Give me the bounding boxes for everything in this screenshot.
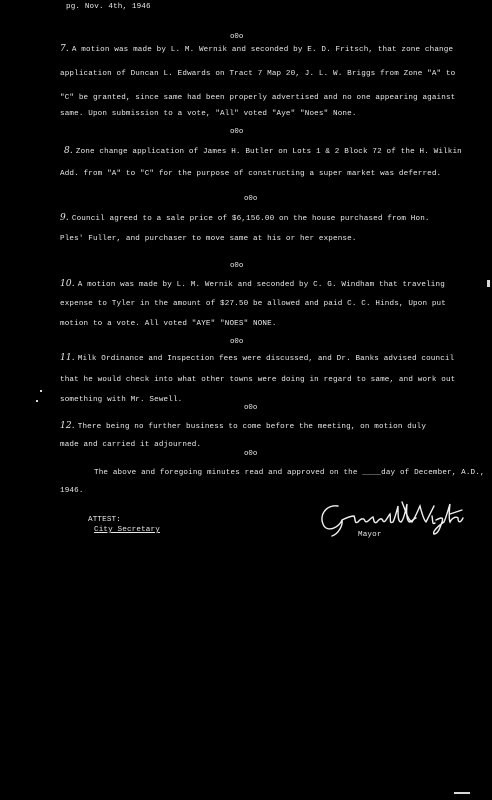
item-12-line-2: made and carried it adjourned.: [60, 441, 202, 449]
item-8-number: 8.: [64, 146, 73, 156]
item-9-line-1: [60, 214, 430, 224]
section-separator: o0o: [230, 338, 244, 346]
attest-label: ATTEST:: [88, 516, 121, 524]
section-separator: o0o: [230, 33, 244, 41]
item-7-line-3: "C" be granted, since same had been properly advertised and no one appearing against: [60, 94, 456, 102]
section-separator: o0o: [244, 195, 258, 203]
item-11-line-2: that he would check into what other towns were doing in regard to same, and work out: [60, 376, 456, 384]
item-12-number: 12.: [60, 421, 75, 431]
scan-mark: [454, 792, 470, 794]
item-7-line-2: application of Duncan L. Edwards on Tract 7 Map 20, J. L. W. Briggs from Zone "A" to: [60, 70, 456, 78]
item-12-line-1: [60, 422, 426, 432]
item-11-line-1: [60, 354, 454, 364]
mayor-signature: [316, 496, 466, 538]
item-9-text: Council agreed to a sale price of $6,156.00 on the house purchased from Hon.: [71, 215, 430, 223]
item-11-text: Milk Ordinance and Inspection fees were discussed, and Dr. Banks advised council: [77, 355, 455, 363]
item-10-line-1: [60, 280, 445, 290]
item-9-line-2: Ples' Fuller, and purchaser to move same at his or her expense.: [60, 235, 357, 243]
item-7-number: 7.: [60, 44, 69, 54]
item-10-number: 10.: [60, 279, 75, 289]
section-separator: o0o: [244, 404, 258, 412]
item-11-number: 11.: [60, 353, 75, 363]
item-7-text: A motion was made by L. M. Wernik and seconded by E. D. Fritsch, that zone change: [71, 46, 454, 54]
city-secretary-label: City Secretary: [94, 526, 160, 534]
section-separator: o0o: [230, 262, 244, 270]
item-8-text: Zone change application of James H. Butler on Lots 1 & 2 Block 72 of the H. Wilkin: [75, 148, 462, 156]
item-12-text: There being no further business to come before the meeting, on motion duly: [77, 423, 427, 431]
item-8-line-1: [64, 147, 462, 157]
item-7-line-4: same. Upon submission to a vote, "All" voted "Aye" "Noes" None.: [60, 110, 357, 118]
item-10-line-2: expense to Tyler in the amount of $27.50 be allowed and paid C. C. Hinds, Upon put: [60, 300, 446, 308]
section-separator: o0o: [230, 128, 244, 136]
mayor-title: Mayor: [358, 531, 382, 539]
date-line: pg. Nov. 4th, 1946: [66, 3, 151, 11]
item-10-line-3: motion to a vote. All voted "AYE" "NOES" NONE.: [60, 320, 277, 328]
approval-line-1: The above and foregoing minutes read and approved on the ____day of December, A.D.,: [94, 469, 485, 477]
item-9-number: 9.: [60, 213, 69, 223]
scan-mark: [36, 400, 38, 402]
item-8-line-2: Add. from "A" to "C" for the purpose of constructing a super market was deferred.: [60, 170, 442, 178]
scan-mark: [40, 390, 42, 392]
section-separator: o0o: [244, 450, 258, 458]
item-10-text: A motion was made by L. M. Wernik and seconded by C. G. Windham that traveling: [77, 281, 445, 289]
item-7-line-1: [60, 45, 453, 55]
item-11-line-3: something with Mr. Sewell.: [60, 396, 183, 404]
approval-line-2: 1946.: [60, 487, 84, 495]
scan-mark: [487, 280, 490, 287]
